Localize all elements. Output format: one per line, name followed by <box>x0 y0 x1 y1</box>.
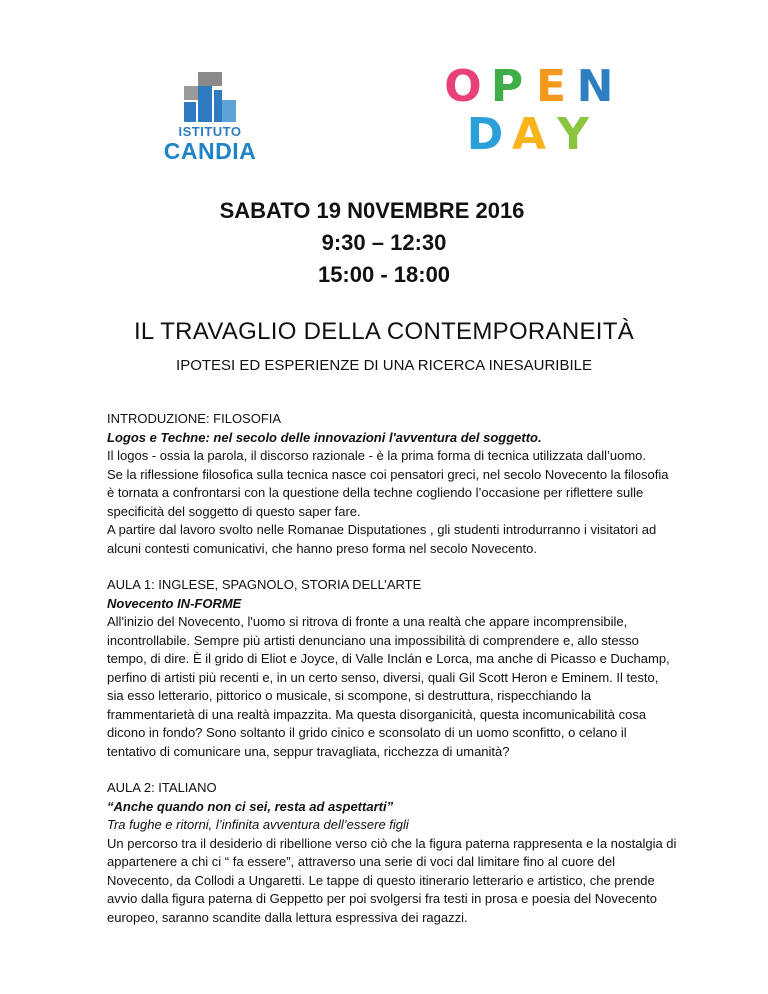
section-paragraph: Se la riflessione filosofica sulla tecnica nasce coi pensatori greci, nel secolo Novecento la filosofia è tornata a confrontarsi con la questione della techne cogliendo l’occasione per riflettere sulle specificità del soggetto di questo saper fare. <box>107 466 669 519</box>
section-subtitle: Novecento IN-FORME <box>107 595 242 611</box>
section-paragraph: All'inizio del Novecento, l'uomo si ritrova di fronte a una realtà che appare incomprensibile, incontrollabile. Sempre più artisti denunciano una impossibilità di comprendere e, allo stesso tempo, di dire. È il grido di Eliot e Joyce, di Valle Inclán e Lorca, ma anche di Picasso e Duchamp, perfino di artisti più recenti e, in un certo senso, diversi, quali Gil Scott Heron e Eminem. Il testo, sia esso letterario, pittorico o musicale, si scompone, si destruttura, rispecchiando la frammentarietà di una realtà impazzita. Ma questa disorganicità, questa incomunicabilità cosa dicono in fondo? Sono soltanto il grido cinico e sconsolato di un uomo sconfitto, o celano il tentativo di comunicare una, seppur travagliata, ricchezza di umanità? <box>107 614 670 759</box>
open-day-logo <box>442 61 618 160</box>
section-aula-2 <box>107 779 677 927</box>
page-subtitle: IPOTESI ED ESPERIENZE DI UNA RICERCA INESAURIBILE <box>176 357 592 374</box>
program-content <box>107 410 677 927</box>
event-time-morning: 9:30 – 12:30 <box>321 230 447 255</box>
page-title: IL TRAVAGLIO DELLA CONTEMPORANEITÀ <box>133 318 635 345</box>
logo-word-istituto: ISTITUTO <box>178 124 242 139</box>
event-schedule <box>0 195 768 291</box>
open-day-letter: P <box>490 61 524 112</box>
open-day-letter: A <box>511 109 547 160</box>
istituto-candia-logo <box>158 70 262 162</box>
section-aula-1 <box>107 576 677 761</box>
open-day-letter: E <box>535 61 567 112</box>
section-paragraph: A partire dal lavoro svolto nelle Romanae Disputationes , gli studenti introdurranno i visitatori ad alcuni contesti comunicativi, che hanno preso forma nel secolo Novecento. <box>107 522 657 556</box>
section-introduzione <box>107 410 677 558</box>
section-heading: INTRODUZIONE: FILOSOFIA <box>107 411 282 426</box>
event-date: SABATO 19 N0VEMBRE 2016 <box>219 198 525 223</box>
logo-word-candia: CANDIA <box>163 138 257 164</box>
open-day-logo-row-open <box>442 61 618 112</box>
open-day-logo-row-day <box>442 109 618 160</box>
event-time-afternoon: 15:00 - 18:00 <box>317 262 451 287</box>
section-subtitle: “Anche quando non ci sei, resta ad aspettarti” <box>107 798 394 814</box>
section-paragraph: Un percorso tra il desiderio di ribellione verso ciò che la figura paterna rappresenta e la nostalgia di appartenere a chi ci “ fa essere”, attraverso una serie di voci dal limitare fino al cuore del Novecento, da Collodi a Ungaretti. Le tappe di questo itinerario letterario e artistico, che prende avvio dalla figura paterna di Geppetto per poi svolgersi fra testi in prosa e poesia del Novecento europeo, saranno scandite dalla lettura espressiva dei ragazzi. <box>107 835 677 925</box>
candia-logo-mark <box>184 72 236 122</box>
open-day-letter: Y <box>557 109 589 160</box>
section-heading: AULA 1: INGLESE, SPAGNOLO, STORIA DELL’ARTE <box>107 577 422 592</box>
section-subtitle-secondary: Tra fughe e ritorni, l’infinita avventura dell’essere figli <box>107 817 409 832</box>
open-day-letter: O <box>444 61 482 112</box>
open-day-letter: D <box>466 109 504 160</box>
open-day-letter: N <box>576 61 614 112</box>
section-paragraph: Il logos - ossia la parola, il discorso razionale - è la prima forma di tecnica utilizzata dall’uomo. <box>107 448 647 463</box>
section-heading: AULA 2: ITALIANO <box>107 780 217 795</box>
section-subtitle: Logos e Techne: nel secolo delle innovazioni l'avventura del soggetto. <box>107 429 542 445</box>
